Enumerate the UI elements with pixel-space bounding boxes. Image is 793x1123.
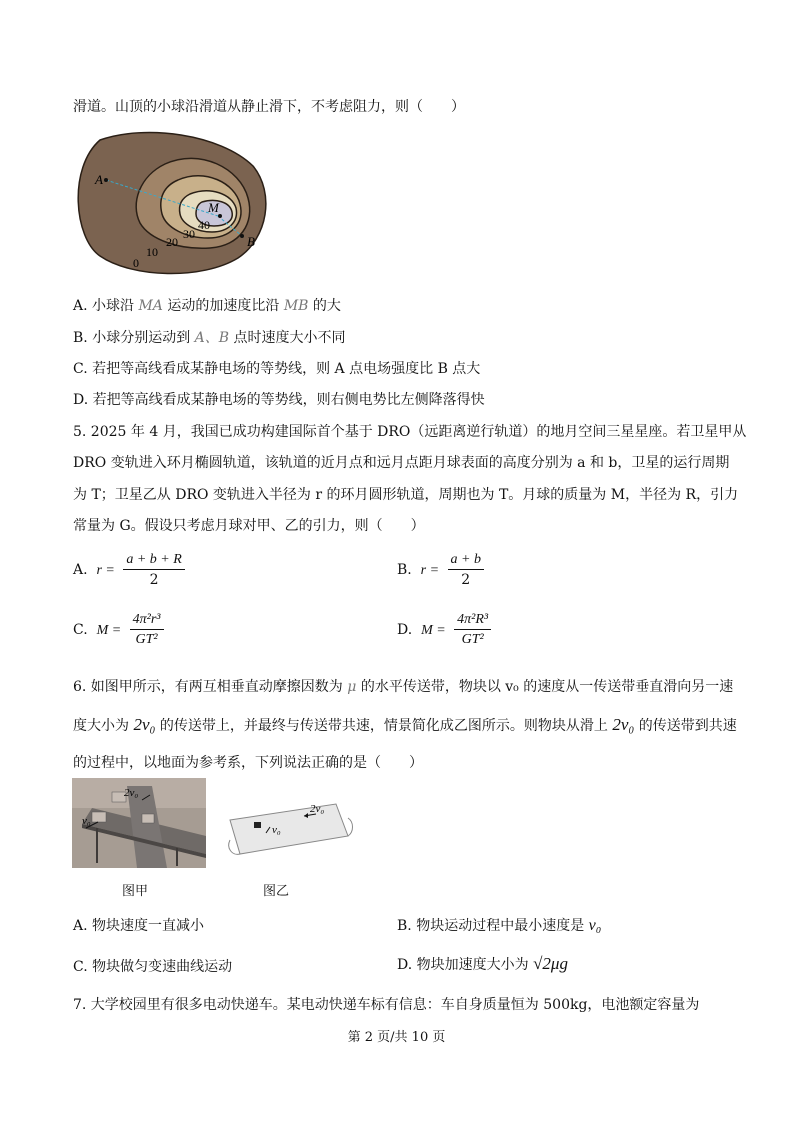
q5-line-2: DRO 变轨进入环月椭圆轨道，该轨道的近月点和远月点距月球表面的高度分别为 a 和 b，卫星的运行周期 xyxy=(73,455,730,471)
fig1-label-v0: v₀ xyxy=(82,815,91,827)
q6-option-c: C. 物块做匀变速曲线运动 xyxy=(73,959,233,975)
q6-option-a: A. 物块速度一直减小 xyxy=(73,918,205,934)
q5-option-a: A. r = $\frac{a + b + R}{2}$ xyxy=(73,552,185,588)
point-a xyxy=(104,178,108,182)
q4-option-b: B. 小球分别运动到 A、B 点时速度大小不同 xyxy=(73,330,346,346)
label-10: 10 xyxy=(146,245,158,259)
fig2-label-2v0: 2v₀ xyxy=(310,803,325,815)
conveyor-photo-figure xyxy=(72,778,206,868)
fig1-label-2v0: 2v₀ xyxy=(124,787,139,799)
q4-stem-tail: 滑道。山顶的小球沿滑道从静止滑下，不考虑阻力，则（ ） xyxy=(73,99,465,115)
q5-line-4: 常量为 G。假设只考虑月球对甲、乙的引力，则（ ） xyxy=(73,518,425,534)
q6-line-2: 度大小为 2v₀ 的传送带上，并最终与传送带共速，情景简化成乙图所示。则物块从滑上 2v₀ 的传送带到共速 xyxy=(73,715,737,734)
fig2-caption: 图乙 xyxy=(263,884,290,899)
q5-option-d: D. M = $\frac{\text{4π²R³}}{\text{GT²}}$ xyxy=(397,612,491,648)
point-b xyxy=(240,234,244,238)
label-b: B xyxy=(247,234,255,249)
q7-line-1: 7. 大学校园里有很多电动快递车。某电动快递车标有信息：车自身质量恒为 500kg，电池额定容量为 xyxy=(73,997,700,1013)
label-m: M xyxy=(208,200,219,215)
belt-diagram-figure xyxy=(220,800,356,860)
q6-option-d: D. 物块加速度大小为 √2μg xyxy=(397,954,568,973)
q6-line-3: 的过程中，以地面为参考系，下列说法正确的是（ ） xyxy=(73,755,423,771)
page-footer: 第 2 页/共 10 页 xyxy=(347,1030,446,1045)
q5-option-c: C. M = $\frac{\text{4π²r³}}{\text{GT²}}$ xyxy=(73,612,164,648)
q4-option-c: C. 若把等高线看成某静电场的等势线，则 A 点电场强度比 B 点大 xyxy=(73,361,481,377)
label-0: 0 xyxy=(133,256,139,270)
label-20: 20 xyxy=(166,235,178,249)
label-40: 40 xyxy=(198,218,210,232)
q5-option-b: B. r = $\frac{a + b}{2}$ xyxy=(397,552,484,588)
label-30: 30 xyxy=(183,227,195,241)
q6-line-1: 6. 如图甲所示，有两互相垂直动摩擦因数为 μ 的水平传送带，物块以 v₀ 的速度从一传送带垂直滑向另一速 xyxy=(73,679,734,695)
label-a: A xyxy=(95,172,103,187)
fig1-caption: 图甲 xyxy=(122,884,149,899)
q4-option-a: A. 小球沿 MA 运动的加速度比沿 MB 的大 xyxy=(73,298,341,314)
q4-option-d: D. 若把等高线看成某静电场的等势线，则右侧电势比左侧降落得快 xyxy=(73,392,485,408)
fig2-label-v0: v₀ xyxy=(272,824,281,836)
q5-line-3: 为 T；卫星乙从 DRO 变轨进入半径为 r 的环月圆形轨道，周期也为 T。月球的质量为 M，半径为 R，引力 xyxy=(73,487,739,503)
q6-option-b: B. 物块运动过程中最小速度是 v₀ xyxy=(397,917,602,934)
q5-line-1: 5. 2025 年 4 月，我国已成功构建国际首个基于 DRO（远距离逆行轨道）的地月空间三星星座。若卫星甲从 xyxy=(73,424,747,440)
contour-map-figure xyxy=(70,128,270,280)
